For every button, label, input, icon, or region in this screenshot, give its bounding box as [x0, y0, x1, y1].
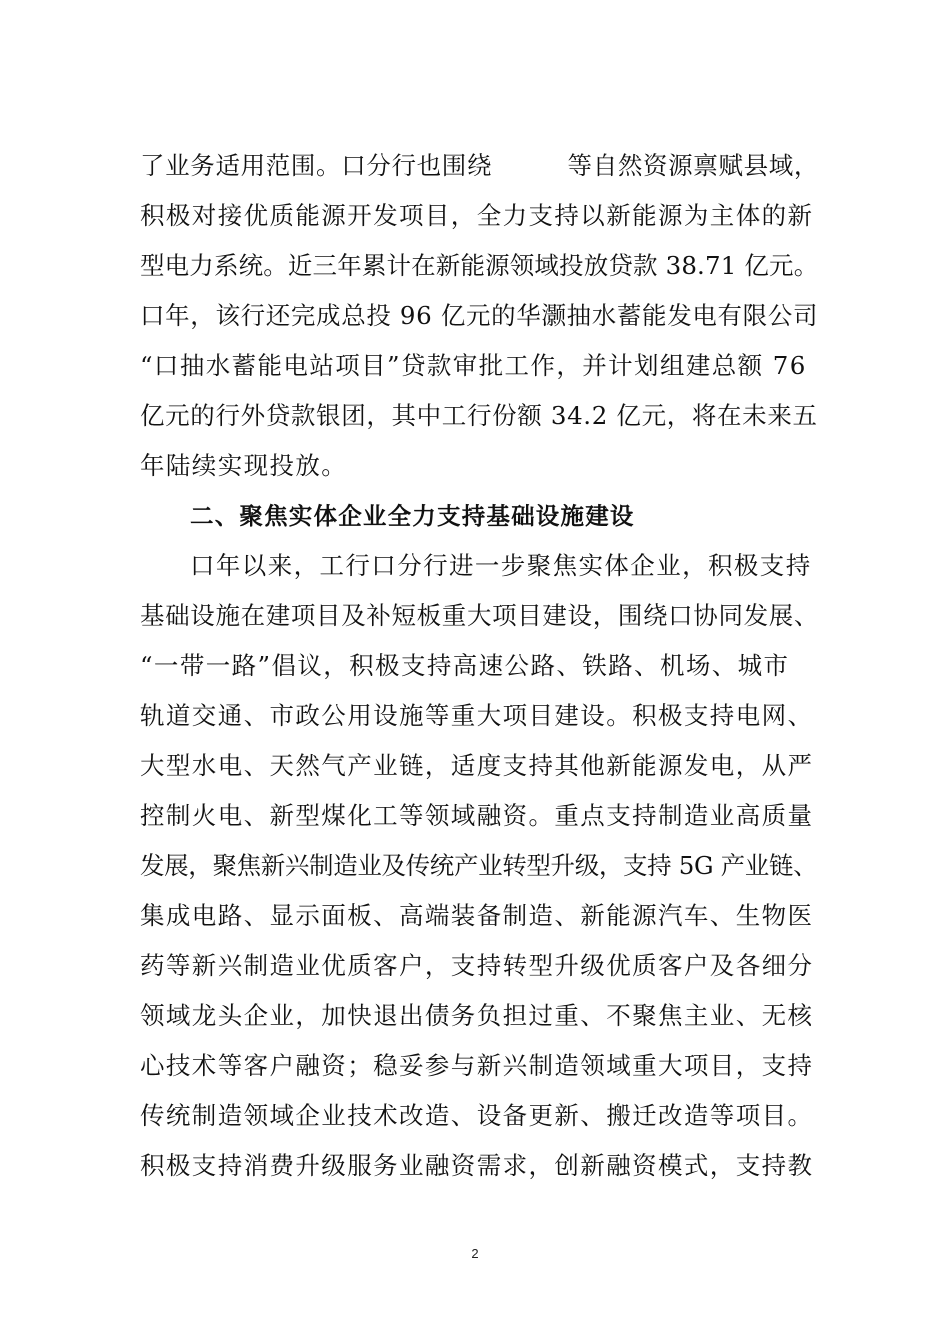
body-text-line: 领域龙头企业，加快退出债务负担过重、不聚焦主业、无核 — [140, 1001, 814, 1030]
body-text-line: 基础设施在建项目及补短板重大项目建设，围绕口协同发展、 — [140, 601, 820, 630]
body-text-line: “口抽水蓄能电站项目”贷款审批工作，并计划组建总额 76 — [140, 351, 807, 380]
body-text-line: 口年，该行还完成总投 96 亿元的华灏抽水蓄能发电有限公司 — [140, 301, 819, 330]
body-text-line: 发展，聚焦新兴制造业及传统产业转型升级，支持 5G 产业链、 — [140, 851, 818, 880]
body-text-line: 了业务适用范围。口分行也围绕 等自然资源禀赋县域， — [140, 151, 820, 180]
body-text-line: 型电力系统。近三年累计在新能源领域投放贷款 38.71 亿元。 — [140, 251, 819, 280]
body-text-line: 集成电路、显示面板、高端装备制造、新能源汽车、生物医 — [140, 901, 814, 930]
body-text-line: 药等新兴制造业优质客户，支持转型升级优质客户及各细分 — [140, 951, 814, 980]
body-text-line: 传统制造领域企业技术改造、设备更新、搬迁改造等项目。 — [140, 1101, 814, 1130]
body-text-line: 积极支持消费升级服务业融资需求，创新融资模式，支持教 — [140, 1151, 814, 1180]
body-text-line: 控制火电、新型煤化工等领域融资。重点支持制造业高质量 — [140, 801, 814, 830]
body-text-line: 亿元的行外贷款银团，其中工行份额 34.2 亿元，将在未来五 — [140, 401, 818, 430]
body-text-line: 大型水电、天然气产业链，适度支持其他新能源发电，从严 — [140, 751, 814, 780]
section-heading: 二、聚焦实体企业全力支持基础设施建设 — [190, 502, 635, 530]
page-number: 2 — [471, 1246, 479, 1261]
body-text-line: 心技术等客户融资；稳妥参与新兴制造领域重大项目，支持 — [140, 1051, 814, 1080]
body-text-line: 轨道交通、市政公用设施等重大项目建设。积极支持电网、 — [140, 701, 814, 730]
body-text-line: 年陆续实现投放。 — [140, 451, 348, 480]
body-text-line: 口年以来，工行口分行进一步聚焦实体企业，积极支持 — [190, 551, 812, 580]
body-text-line: 积极对接优质能源开发项目，全力支持以新能源为主体的新 — [140, 201, 814, 230]
body-text-line: “一带一路”倡议，积极支持高速公路、铁路、机场、城市 — [140, 651, 790, 680]
